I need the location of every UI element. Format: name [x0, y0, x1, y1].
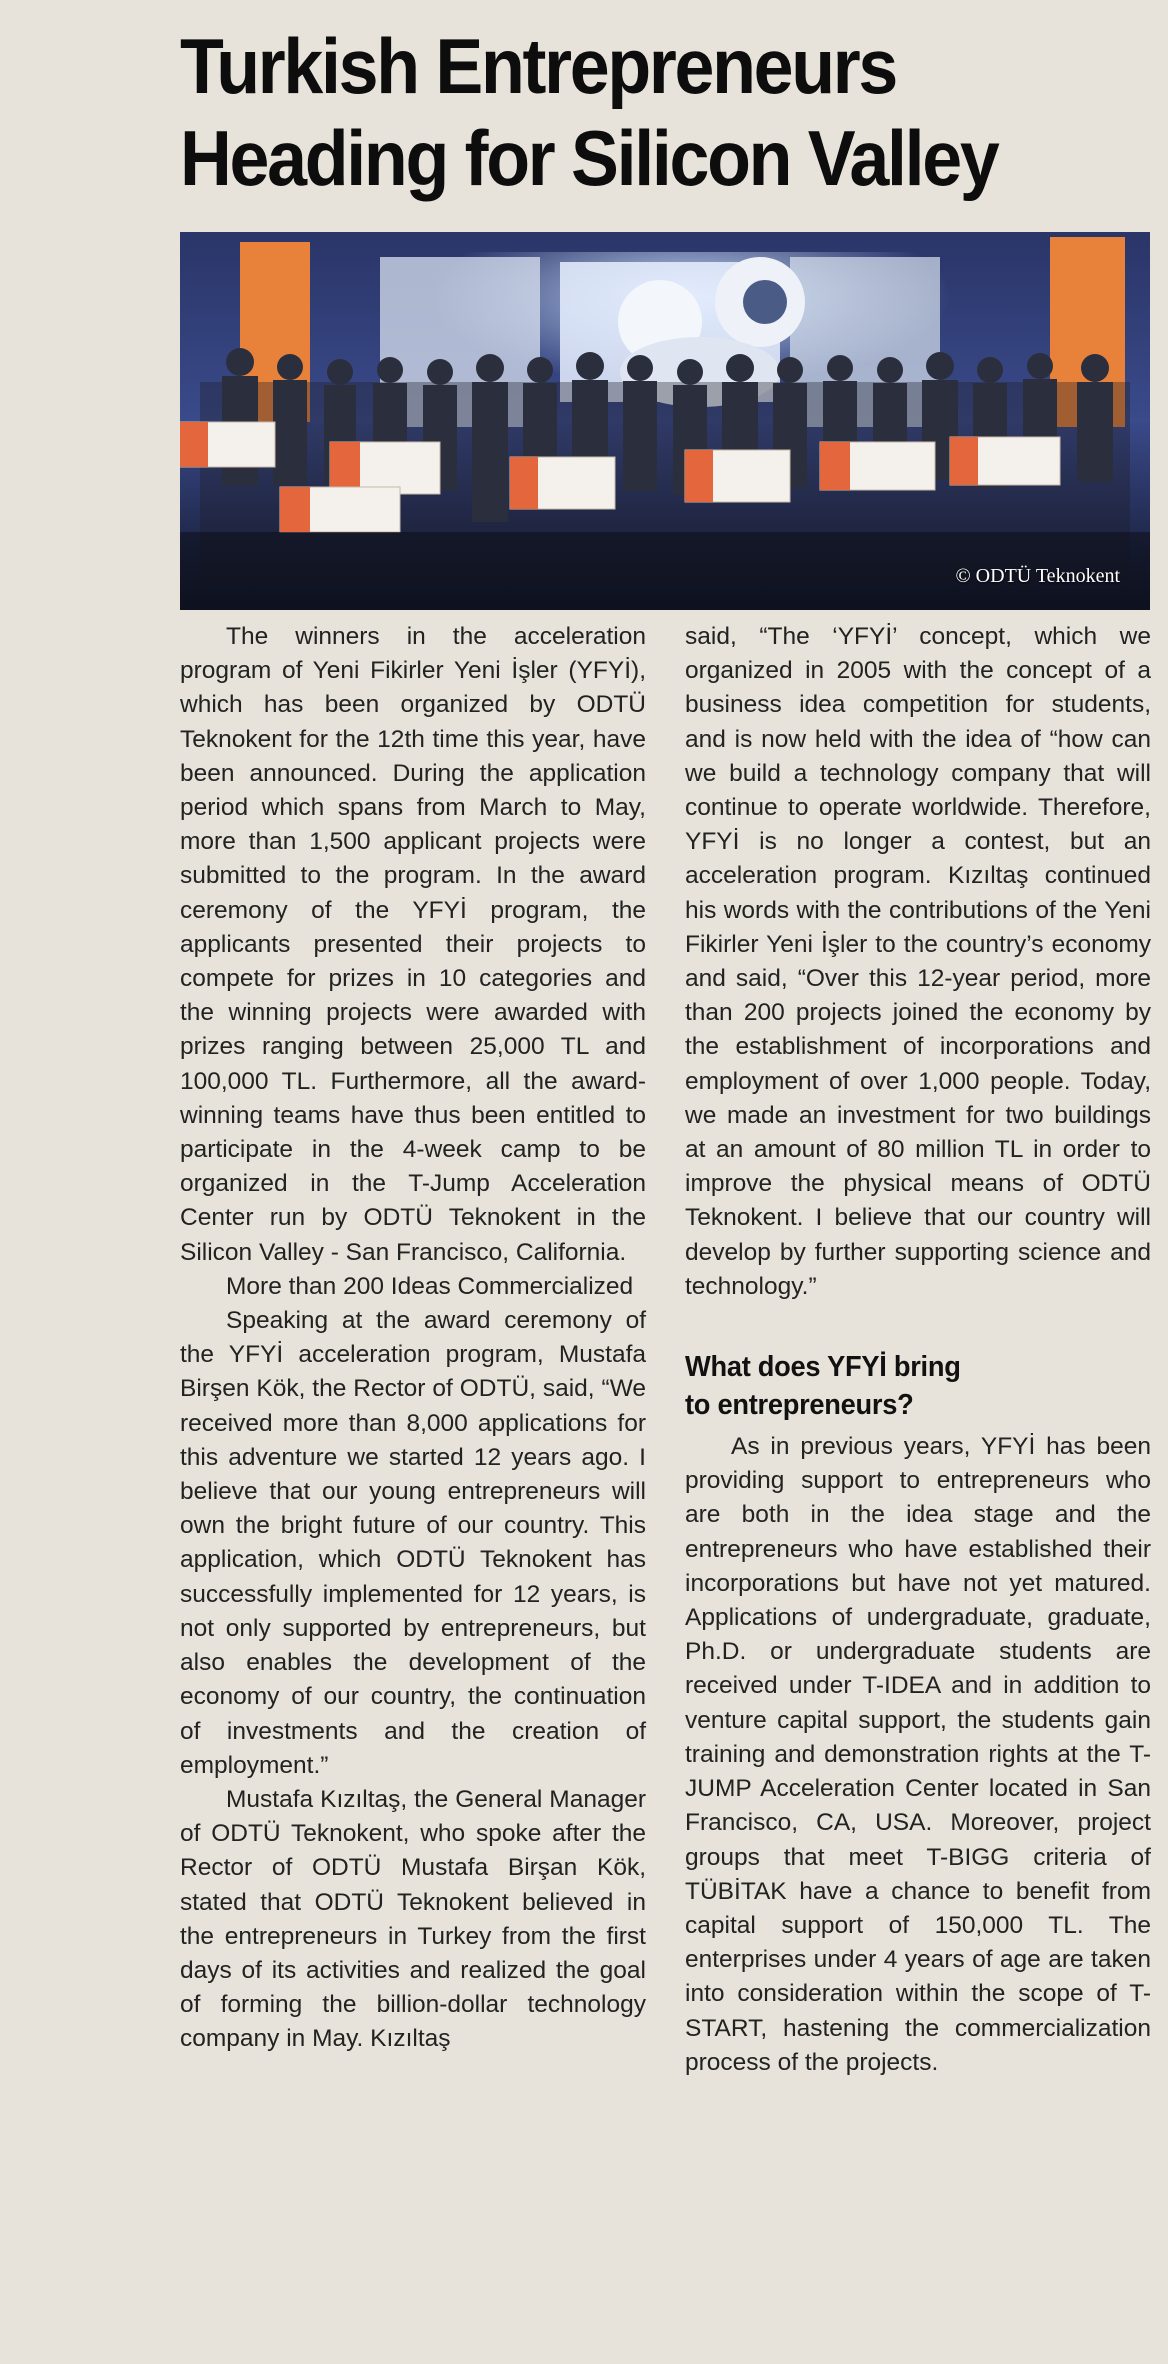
section-heading-line-2: to entrepreneurs?: [685, 1389, 914, 1422]
section-heading-line-1: What does YFYİ bring: [685, 1351, 961, 1384]
paragraph-rector-quote: Speaking at the award ceremony of the YFYİ acceleration program, Mustafa Birşen Kök, the Rector of ODTÜ, said, “We received more than 8,000 applications for this adventure we started 12 years ago. I believe that our young entrepreneurs will own the bright future of our country. This application, which ODTÜ Teknokent has successfully implemented for 12 years, is not only supported by entrepreneurs, but also enables the development of the economy of our country, the continuation of investments and the creation of employment.”: [180, 1307, 646, 1779]
paragraph-kiziltas-quote: said, “The ‘YFYİ’ concept, which we organized in 2005 with the concept of a business idea competition for students, and is now held with the idea of “how can we build a technology company that will continue to operate worldwide. Therefore, YFYİ is no longer a contest, but an acceleration program. Kızıltaş continued his words with the contributions of the Yeni Fikirler Yeni İşler to the country’s economy and said, “Over this 12-year period, more than 200 projects joined the economy by the establishment of incorporations and employment of over 1,000 people. Today, we made an investment for two buildings at an amount of 80 million TL in order to improve the physical means of ODTÜ Teknokent. I believe that our country will develop by further supporting science and technology.”: [685, 623, 1151, 1300]
section-heading: [685, 1348, 1123, 1424]
headline-line-2: Heading for Silicon Valley: [180, 114, 998, 202]
right-column: [685, 620, 1151, 2080]
photo-credit: © ODTÜ Teknokent: [955, 565, 1120, 587]
award-ceremony-photo: [180, 232, 1150, 610]
paragraph-yfyi-support: As in previous years, YFYİ has been providing support to entrepreneurs who are both in the idea stage and the entrepreneurs who have established their incorporations but have not yet matured. Applications of undergraduate, graduate, Ph.D. or undergraduate students are received under T-IDEA and in addition to venture capital support, the students gain training and demonstration rights at the T-JUMP Acceleration Center located in San Francisco, CA, USA. Moreover, project groups that meet T-BIGG criteria of TÜBİTAK have a chance to benefit from capital support of 150,000 TL. The enterprises under 4 years of age are taken into consideration within the scope of T-START, hastening the commercialization process of the projects.: [685, 1433, 1151, 2076]
headline-line-1: Turkish Entrepreneurs: [180, 22, 897, 110]
left-column: [180, 620, 646, 2057]
article-headline: [180, 20, 1082, 204]
inline-subheading: More than 200 Ideas Commercialized: [226, 1272, 634, 1300]
paragraph-intro: The winners in the acceleration program of Yeni Fikirler Yeni İşler (YFYİ), which has been organized by ODTÜ Teknokent for the 12th time this year, have been announced. During the application period which spans from March to May, more than 1,500 applicant projects were submitted to the program. In the award ceremony of the YFYİ program, the applicants presented their projects to compete for prizes in 10 categories and the winning projects were awarded with prizes ranging between 25,000 TL and 100,000 TL. Furthermore, all the award-winning teams have thus been entitled to participate in the 4-week camp to be organized in the T-Jump Acceleration Center run by ODTÜ Teknokent in the Silicon Valley - San Francisco, California.: [180, 623, 646, 1266]
paragraph-general-manager: Mustafa Kızıltaş, the General Manager of ODTÜ Teknokent, who spoke after the Rector of ODTÜ Mustafa Birşan Kök, stated that ODTÜ Teknokent believed in the entrepreneurs in Turkey from the first days of its activities and realized the goal of forming the billion-dollar technology company in May. Kızıltaş: [180, 1785, 646, 2053]
